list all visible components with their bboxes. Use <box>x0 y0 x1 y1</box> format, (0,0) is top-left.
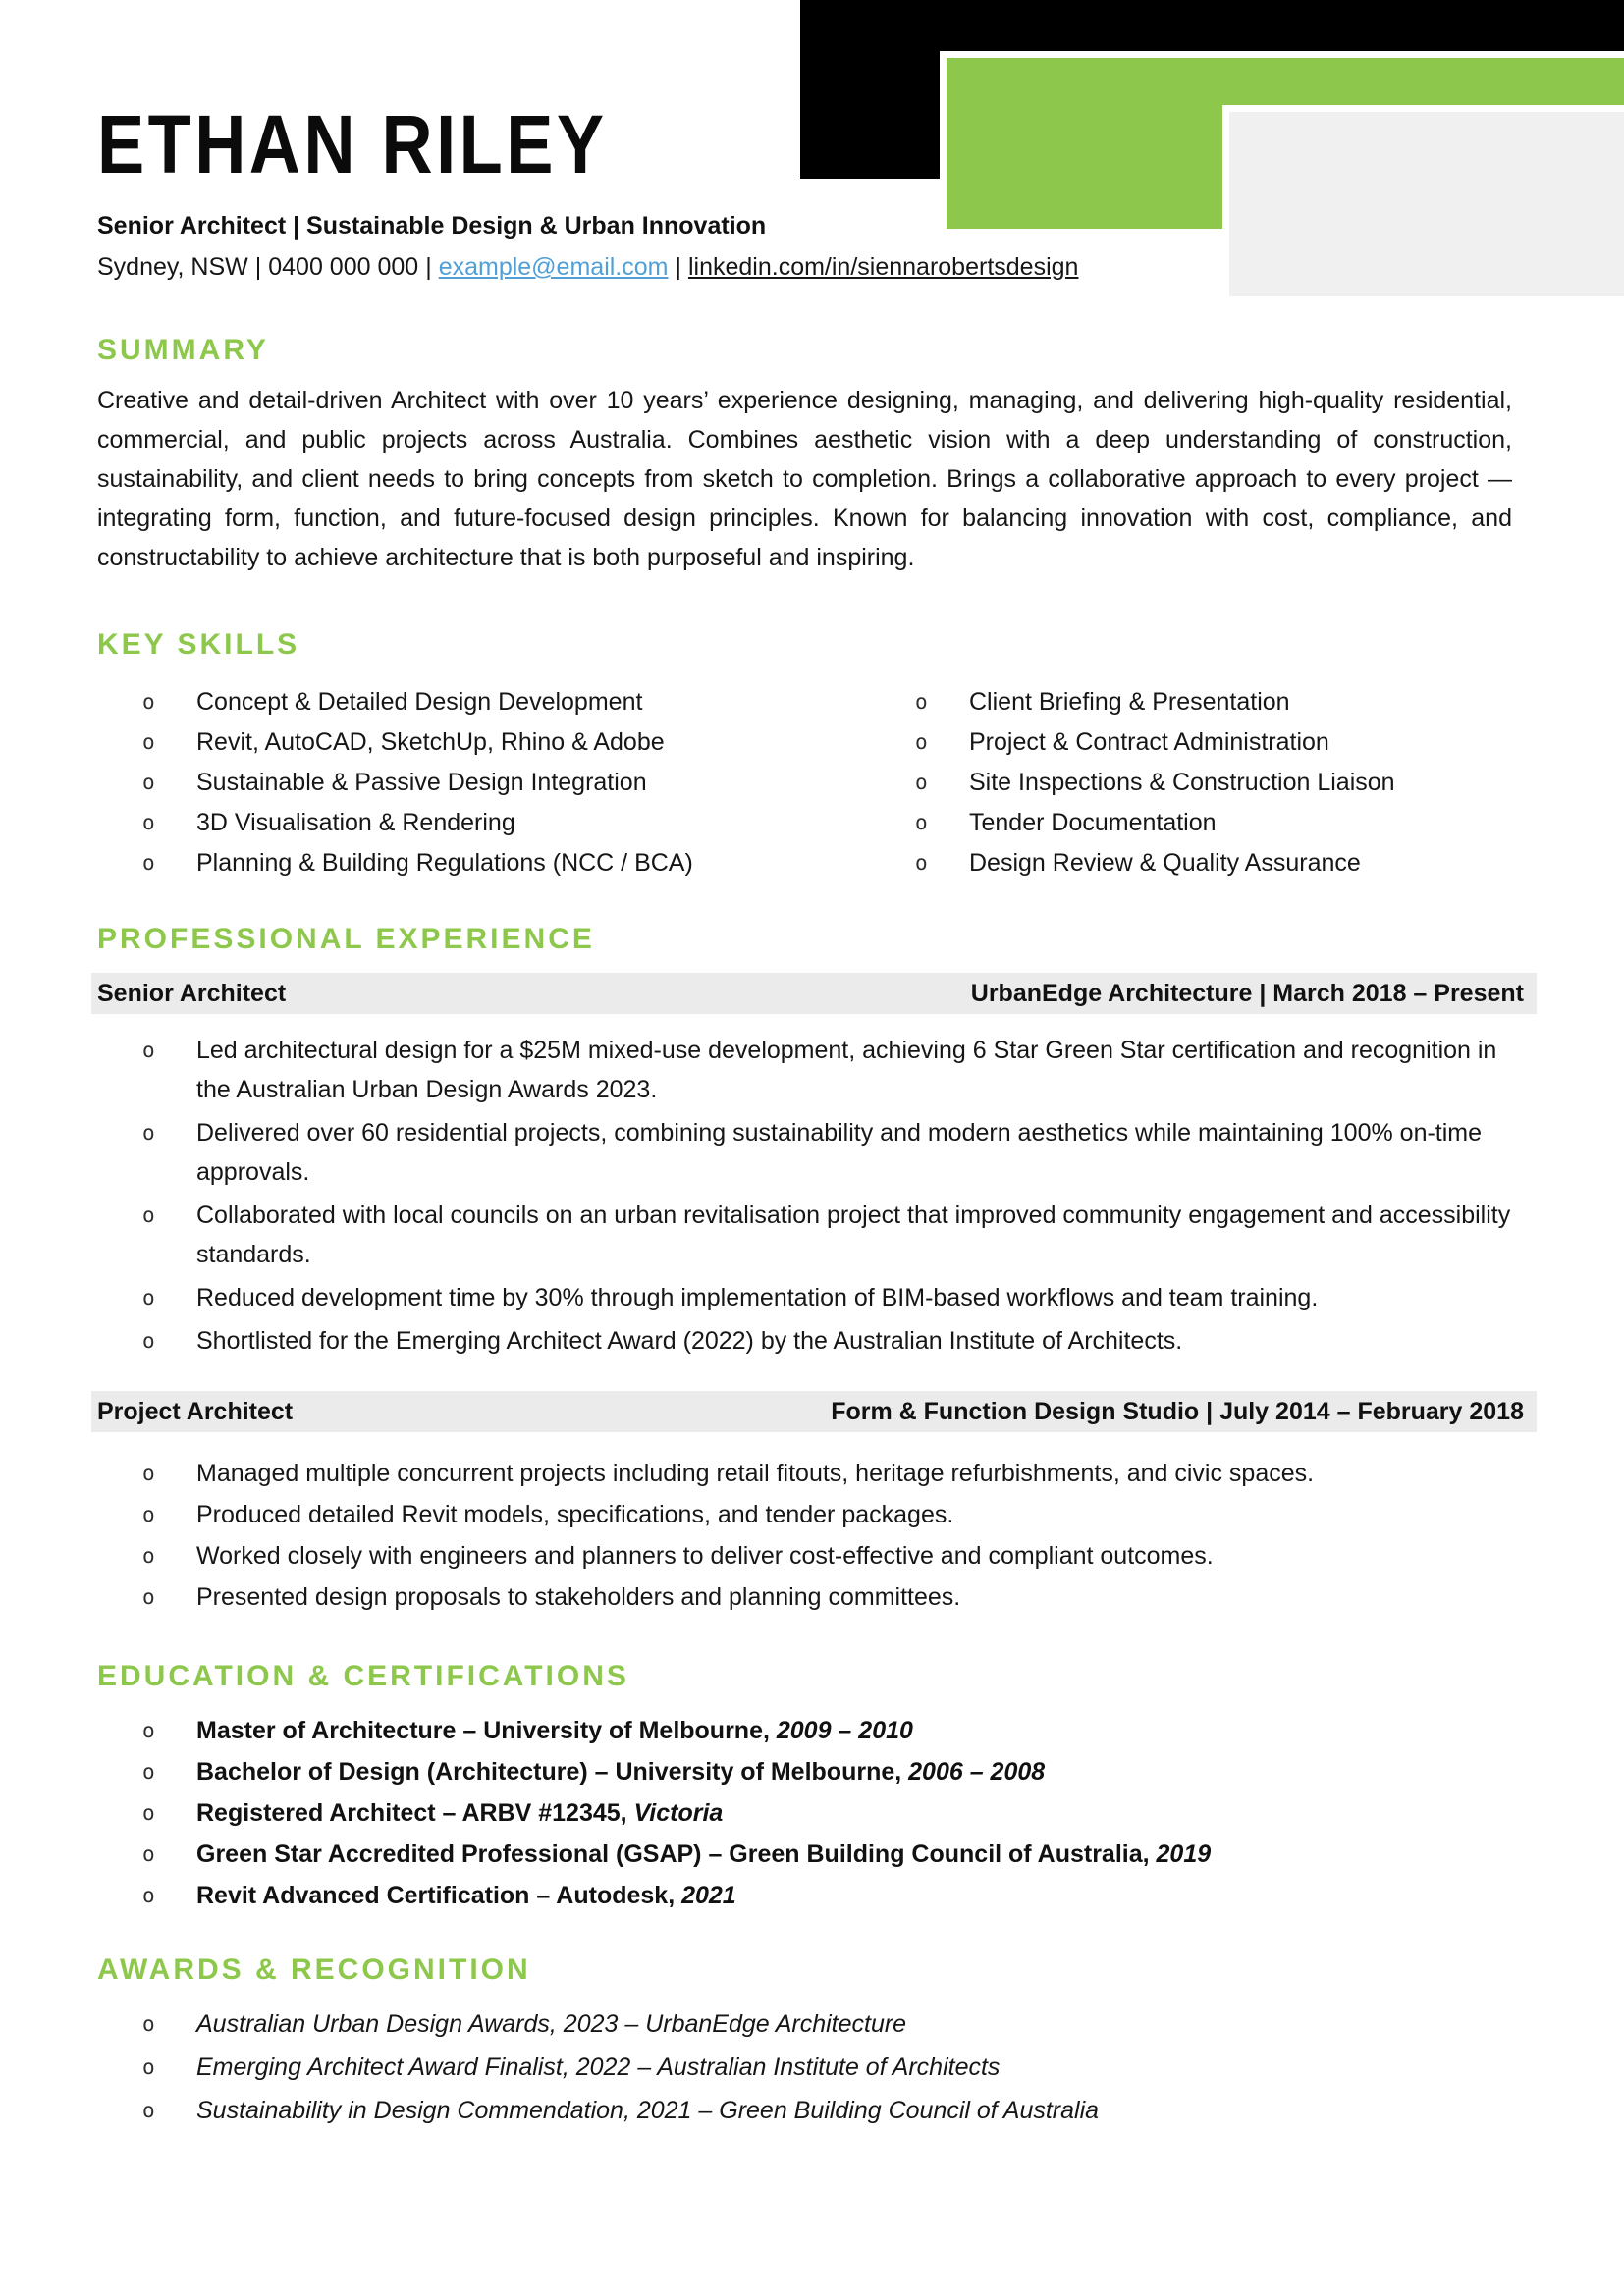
circle-bullet-marker: o <box>915 851 928 875</box>
job-header-band-1 <box>91 973 1537 1014</box>
circle-bullet-marker: o <box>142 2056 155 2079</box>
skill-label: Revit, AutoCAD, SketchUp, Rhino & Adobe <box>196 728 665 756</box>
key-skills-columns <box>97 682 1512 883</box>
circle-bullet-marker: o <box>915 730 928 754</box>
skill-label: Concept & Detailed Design Development <box>196 688 643 716</box>
education-item-text: Green Star Accredited Professional (GSAP) – Green Building Council of Australia, <box>196 1841 1157 1868</box>
job-role: Senior Architect <box>97 979 287 1007</box>
linkedin-link[interactable]: linkedin.com/in/siennarobertsdesign <box>687 253 1079 281</box>
award-item-text: Sustainability in Design Commendation, 2021 – Green Building Council of Australia <box>196 2097 1100 2124</box>
contact-line <box>97 251 1512 283</box>
candidate-name: ETHAN RILEY <box>97 98 608 190</box>
section-heading-awards: AWARDS & RECOGNITION <box>97 1953 531 1986</box>
skills-column-right <box>870 682 1512 883</box>
job-bullet-list-1 <box>97 1031 1512 1361</box>
circle-bullet-marker: o <box>142 1203 155 1227</box>
contact-separator: | <box>675 253 681 281</box>
experience-bullet-text: Presented design proposals to stakeholders and planning committees. <box>196 1583 961 1611</box>
circle-bullet-marker: o <box>142 1503 155 1526</box>
education-item <box>97 1834 1512 1875</box>
skill-item <box>870 843 1512 883</box>
experience-bullet-text: Shortlisted for the Emerging Architect Award (2022) by the Australian Institute of Architects. <box>196 1327 1183 1355</box>
circle-bullet-marker: o <box>142 1719 155 1742</box>
job-company-dates: UrbanEdge Architecture | March 2018 – Present <box>970 979 1524 1007</box>
experience-bullet <box>97 1321 1512 1361</box>
experience-bullet <box>97 1454 1512 1493</box>
education-item <box>97 1710 1512 1751</box>
skill-label: Tender Documentation <box>969 809 1217 836</box>
circle-bullet-marker: o <box>142 771 155 794</box>
circle-bullet-marker: o <box>142 1462 155 1485</box>
skill-item <box>97 843 870 883</box>
skill-item <box>870 722 1512 763</box>
award-item-text: Emerging Architect Award Finalist, 2022 – Australian Institute of Architects <box>196 2054 1001 2081</box>
skills-column-left <box>97 682 870 883</box>
skill-label: Project & Contract Administration <box>969 728 1329 756</box>
skill-item <box>97 722 870 763</box>
experience-bullet-text: Led architectural design for a $25M mixed-use development, achieving 6 Star Green Star certification and recognition in the Australian Urban Design Awards 2023. <box>196 1037 1497 1103</box>
education-item-detail: Victoria <box>633 1799 724 1827</box>
circle-bullet-marker: o <box>142 1121 155 1145</box>
skill-item <box>870 763 1512 803</box>
circle-bullet-marker: o <box>915 771 928 794</box>
experience-bullet-text: Reduced development time by 30% through implementation of BIM-based workflows and team training. <box>196 1284 1319 1311</box>
circle-bullet-marker: o <box>142 1801 155 1825</box>
section-heading-key-skills: KEY SKILLS <box>97 628 300 661</box>
award-item <box>97 2002 1512 2046</box>
circle-bullet-marker: o <box>142 1842 155 1866</box>
section-heading-summary: SUMMARY <box>97 334 269 366</box>
education-item <box>97 1751 1512 1792</box>
experience-bullet <box>97 1536 1512 1575</box>
experience-bullet <box>97 1113 1512 1192</box>
award-item-text: Australian Urban Design Awards, 2023 – UrbanEdge Architecture <box>196 2010 907 2038</box>
education-item-text: Revit Advanced Certification – Autodesk, <box>196 1882 682 1909</box>
email-link[interactable]: example@email.com <box>438 253 669 281</box>
contact-separator: | <box>254 253 262 281</box>
contact-location: Sydney, NSW <box>97 253 248 281</box>
skill-label: 3D Visualisation & Rendering <box>196 809 515 836</box>
circle-bullet-marker: o <box>142 690 155 714</box>
skill-label: Sustainable & Passive Design Integration <box>196 769 647 796</box>
content-column <box>97 0 1524 2132</box>
education-item-text: Registered Architect – ARBV #12345, <box>196 1799 634 1827</box>
skill-item <box>97 803 870 843</box>
education-list <box>97 1710 1512 1916</box>
skill-label: Design Review & Quality Assurance <box>969 849 1361 877</box>
experience-bullet <box>97 1495 1512 1534</box>
awards-list <box>97 2002 1512 2132</box>
circle-bullet-marker: o <box>142 1544 155 1568</box>
circle-bullet-marker: o <box>142 2099 155 2122</box>
circle-bullet-marker: o <box>142 1329 155 1353</box>
experience-bullet-text: Produced detailed Revit models, specifications, and tender packages. <box>196 1501 954 1528</box>
skill-item <box>870 803 1512 843</box>
contact-separator: | <box>425 253 432 281</box>
education-item-detail: 2006 – 2008 <box>908 1758 1046 1786</box>
section-heading-experience: PROFESSIONAL EXPERIENCE <box>97 923 595 955</box>
section-heading-education: EDUCATION & CERTIFICATIONS <box>97 1660 629 1692</box>
skill-label: Client Briefing & Presentation <box>969 688 1290 716</box>
education-item-detail: 2009 – 2010 <box>776 1717 913 1744</box>
experience-bullet <box>97 1278 1512 1317</box>
skill-label: Planning & Building Regulations (NCC / BCA) <box>196 849 693 877</box>
circle-bullet-marker: o <box>142 851 155 875</box>
experience-bullet-text: Delivered over 60 residential projects, combining sustainability and modern aesthetics while maintaining 100% on-time approvals. <box>196 1119 1483 1186</box>
award-item <box>97 2089 1512 2132</box>
circle-bullet-marker: o <box>142 1884 155 1907</box>
candidate-title: Senior Architect | Sustainable Design & Urban Innovation <box>97 212 767 240</box>
job-role: Project Architect <box>97 1397 294 1425</box>
circle-bullet-marker: o <box>142 1585 155 1609</box>
circle-bullet-marker: o <box>142 1760 155 1784</box>
skill-item <box>97 682 870 722</box>
experience-bullet-text: Managed multiple concurrent projects including retail fitouts, heritage refurbishments, and civic spaces. <box>196 1460 1315 1487</box>
education-item-detail: 2021 <box>681 1882 736 1909</box>
experience-bullet <box>97 1577 1512 1617</box>
summary-paragraph: Creative and detail-driven Architect with over 10 years’ experience designing, managing, and delivering high-quality residential, commercial, and public projects across Australia. Combines aesthetic vision with a deep understanding of construction, sustainability, and client needs to bring concepts from sketch to completion. Brings a collaborative approach to every project — integrating form, function, and future-focused design principles. Known for balancing innovation with cost, compliance, and constructability to achieve architecture that is both purposeful and inspiring. <box>97 387 1512 571</box>
circle-bullet-marker: o <box>142 1286 155 1309</box>
skill-label: Site Inspections & Construction Liaison <box>969 769 1395 796</box>
job-bullet-list-2 <box>97 1454 1512 1617</box>
education-item-text: Master of Architecture – University of Melbourne, <box>196 1717 777 1744</box>
experience-bullet-text: Collaborated with local councils on an urban revitalisation project that improved community engagement and accessibility standards. <box>196 1201 1511 1268</box>
job-company-dates: Form & Function Design Studio | July 2014 – February 2018 <box>831 1397 1524 1425</box>
education-item <box>97 1792 1512 1834</box>
experience-bullet <box>97 1031 1512 1109</box>
skill-item <box>97 763 870 803</box>
circle-bullet-marker: o <box>915 690 928 714</box>
contact-phone: 0400 000 000 <box>268 253 419 281</box>
circle-bullet-marker: o <box>142 730 155 754</box>
circle-bullet-marker: o <box>142 811 155 834</box>
award-item <box>97 2046 1512 2089</box>
education-item <box>97 1875 1512 1916</box>
experience-bullet-text: Worked closely with engineers and planners to deliver cost-effective and compliant outcomes. <box>196 1542 1214 1570</box>
skill-item <box>870 682 1512 722</box>
circle-bullet-marker: o <box>142 2012 155 2036</box>
job-header-band-2 <box>91 1391 1537 1432</box>
education-item-detail: 2019 <box>1156 1841 1212 1868</box>
education-item-text: Bachelor of Design (Architecture) – University of Melbourne, <box>196 1758 909 1786</box>
circle-bullet-marker: o <box>915 811 928 834</box>
experience-bullet <box>97 1196 1512 1274</box>
circle-bullet-marker: o <box>142 1039 155 1062</box>
